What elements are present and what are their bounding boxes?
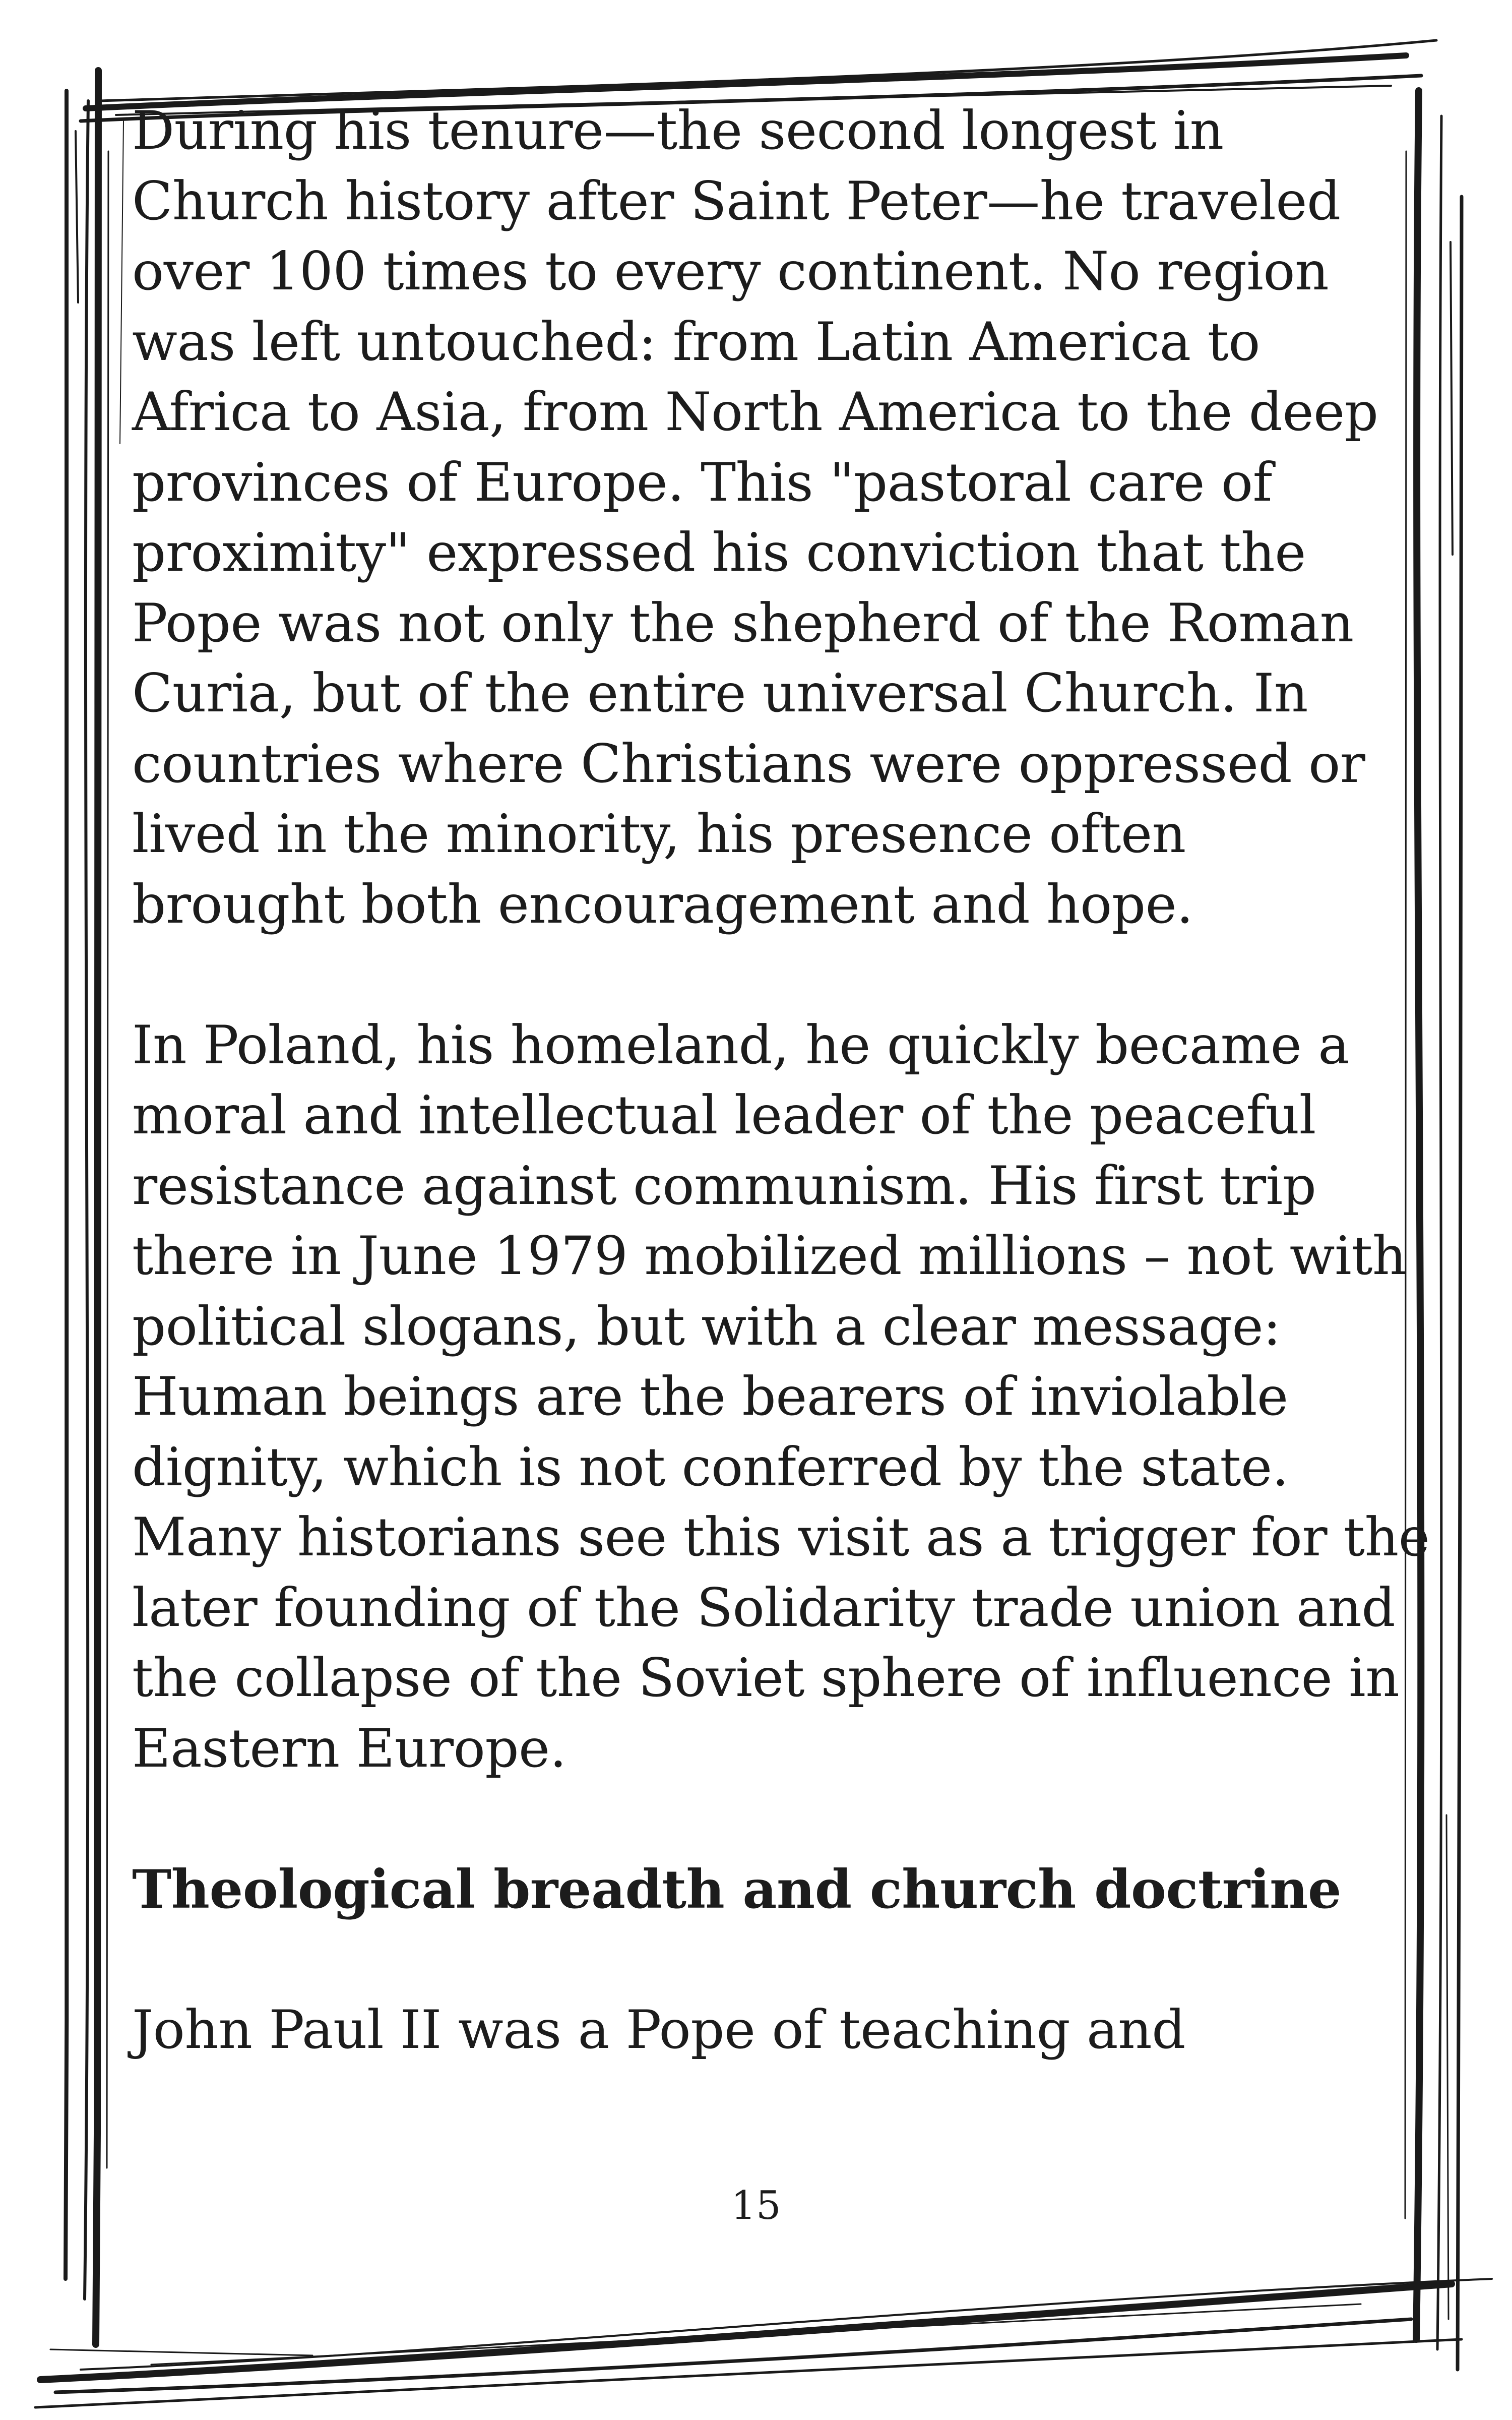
text-line: In Poland, his homeland, he quickly became a xyxy=(132,1014,1350,1076)
text-line: Church history after Saint Peter—he traveled xyxy=(132,170,1341,232)
text-line: over 100 times to every continent. No region xyxy=(132,240,1329,302)
text-line: Africa to Asia, from North America to the deep xyxy=(132,381,1378,443)
page-number: 15 xyxy=(731,2183,781,2228)
paragraph-spacer xyxy=(132,1924,1422,1995)
text-line: Many historians see this visit as a trigger for the xyxy=(132,1506,1430,1568)
text-line: the collapse of the Soviet sphere of influence in xyxy=(132,1647,1400,1709)
text-line: was left untouched: from Latin America to xyxy=(132,311,1261,373)
paragraph-travels xyxy=(132,96,1422,940)
text-line: political slogans, but with a clear message: xyxy=(132,1295,1281,1357)
paragraph-poland xyxy=(132,1010,1430,1784)
text-line: proximity" expressed his conviction that the xyxy=(132,522,1306,583)
text-line: moral and intellectual leader of the peaceful xyxy=(132,1084,1316,1146)
text-line: resistance against communism. His first trip xyxy=(132,1155,1316,1217)
text-line: later founding of the Solidarity trade union and xyxy=(132,1577,1396,1639)
paragraph-teaching xyxy=(132,1995,1422,2066)
text-line: brought both encouragement and hope. xyxy=(132,873,1193,935)
page-body-text xyxy=(132,96,1430,2065)
section-heading: Theological breadth and church doctrine xyxy=(132,1857,1342,1920)
text-line: Human beings are the bearers of inviolable xyxy=(132,1366,1288,1427)
text-line: provinces of Europe. This "pastoral care of xyxy=(132,451,1272,513)
text-line: Eastern Europe. xyxy=(132,1717,566,1779)
text-line: Pope was not only the shepherd of the Roman xyxy=(132,592,1354,654)
text-line: there in June 1979 mobilized millions – not with xyxy=(132,1225,1407,1287)
text-line: During his tenure—the second longest in xyxy=(132,100,1224,161)
text-line: John Paul II was a Pope of teaching and xyxy=(132,1999,1185,2061)
text-line: countries where Christians were oppressed or xyxy=(132,733,1365,795)
text-line: dignity, which is not conferred by the state. xyxy=(132,1436,1289,1498)
paragraph-spacer xyxy=(132,940,1422,1010)
paragraph-spacer xyxy=(132,1784,1422,1854)
text-line: Curia, but of the entire universal Church. In xyxy=(132,662,1308,724)
text-line: lived in the minority, his presence often xyxy=(132,803,1186,865)
